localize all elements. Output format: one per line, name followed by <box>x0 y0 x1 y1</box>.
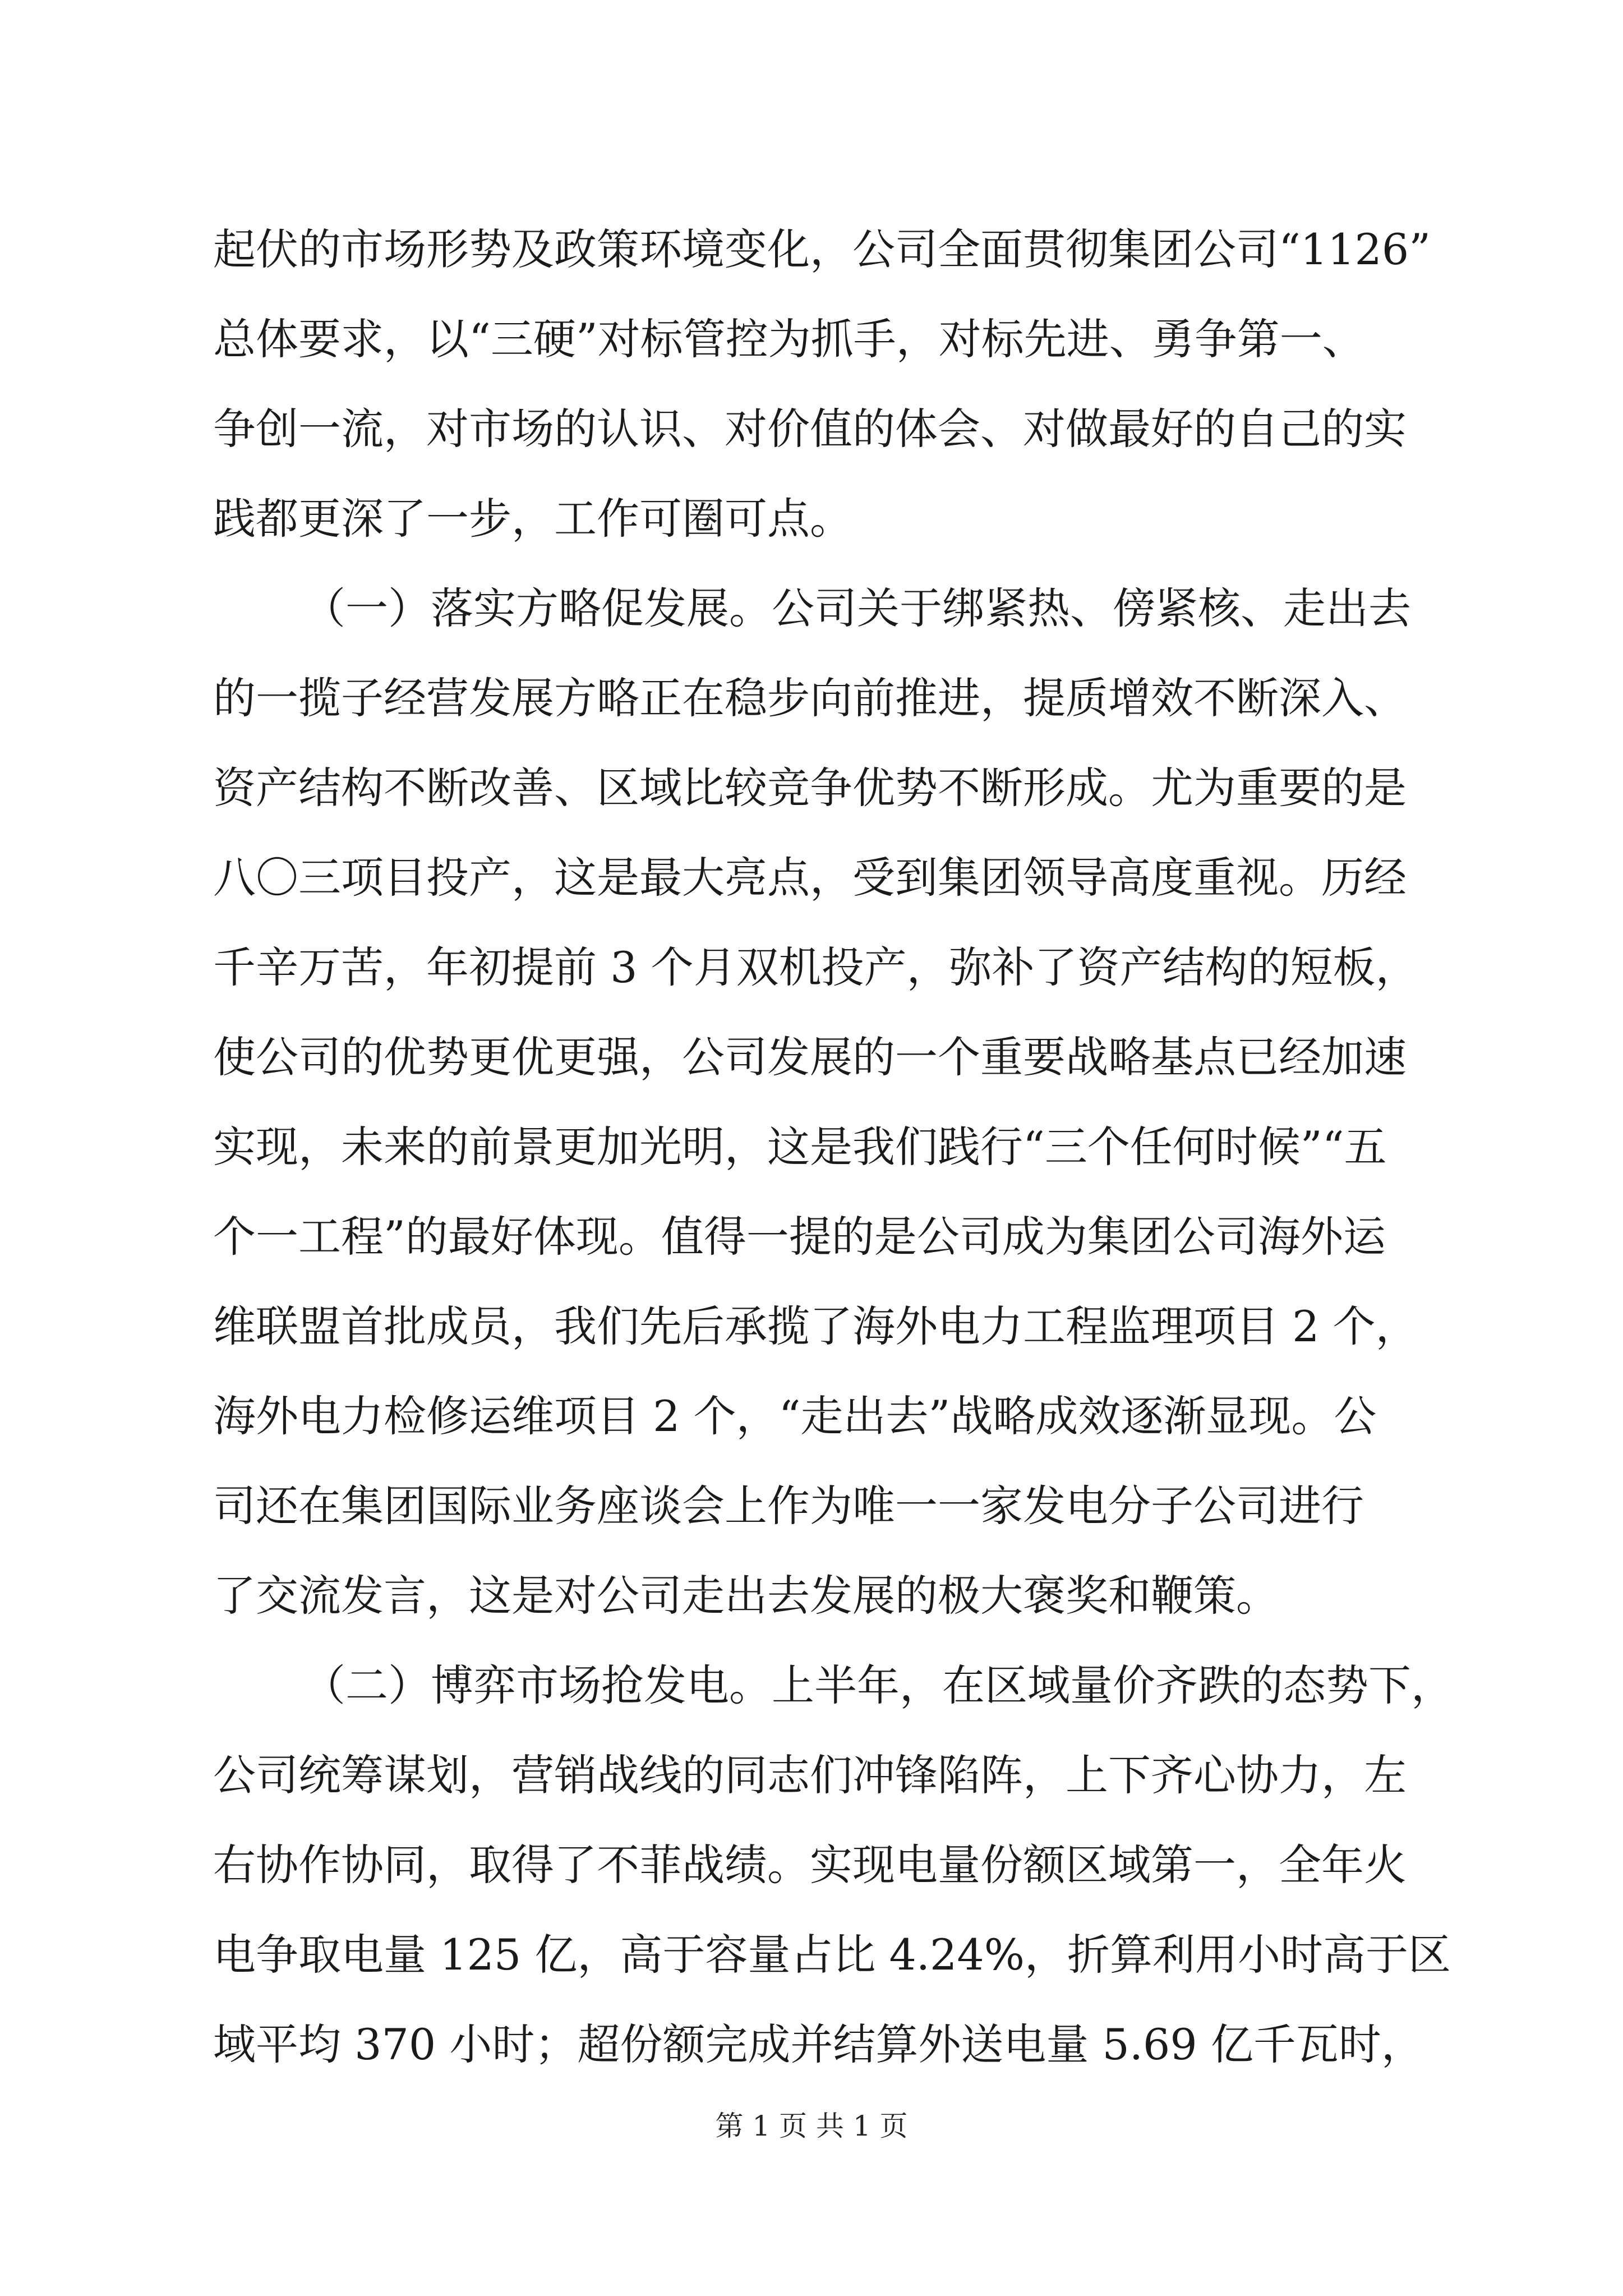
text-line: 使公司的优势更优更强，公司发展的一个重要战略基点已经加速 <box>213 1032 1407 1082</box>
text-line: 实现，未来的前景更加光明，这是我们践行“三个任何时候”“五 <box>213 1122 1387 1172</box>
text-line: 争创一流，对市场的认识、对价值的体会、对做最好的自己的实 <box>213 404 1407 454</box>
paragraph-first-line: （一）落实方略促发展。公司关于绑紧热、傍紧核、走出去 <box>303 583 1411 633</box>
text-line: 维联盟首批成员，我们先后承揽了海外电力工程监理项目 2 个， <box>213 1301 1418 1351</box>
text-line: 了交流发言，这是对公司走出去发展的极大褒奖和鞭策。 <box>213 1571 1279 1621</box>
text-line: 资产结构不断改善、区域比较竞争优势不断形成。尤为重要的是 <box>213 763 1407 813</box>
text-line: 司还在集团国际业务座谈会上作为唯一一家发电分子公司进行 <box>213 1481 1364 1531</box>
text-line: 公司统筹谋划，营销战线的同志们冲锋陷阵，上下齐心协力，左 <box>213 1750 1407 1800</box>
text-line: 域平均 370 小时；超份额完成并结算外送电量 5.69 亿千瓦时， <box>213 2019 1424 2069</box>
paragraph-first-line: （二）博弈市场抢发电。上半年，在区域量价齐跌的态势下， <box>303 1660 1454 1710</box>
text-line: 践都更深了一步，工作可圈可点。 <box>213 494 852 544</box>
text-line: 电争取电量 125 亿，高于容量占比 4.24%，折算利用小时高于区 <box>213 1930 1451 1980</box>
text-line: 右协作协同，取得了不菲战绩。实现电量份额区域第一，全年火 <box>213 1840 1407 1890</box>
text-line: 海外电力检修运维项目 2 个，“走出去”战略成效逐渐显现。公 <box>213 1391 1377 1441</box>
text-line: 的一揽子经营发展方略正在稳步向前推进，提质增效不断深入、 <box>213 673 1407 723</box>
text-line: 总体要求，以“三硬”对标管控为抓手，对标先进、勇争第一、 <box>213 314 1365 364</box>
text-line: 个一工程”的最好体现。值得一提的是公司成为集团公司海外运 <box>213 1212 1386 1262</box>
page-footer: 第 1 页 共 1 页 <box>715 2110 908 2142</box>
text-line: 八〇三项目投产，这是最大亮点，受到集团领导高度重视。历经 <box>213 853 1407 903</box>
text-line: 千辛万苦，年初提前 3 个月双机投产，弥补了资产结构的短板， <box>213 942 1418 992</box>
text-line: 起伏的市场形势及政策环境变化，公司全面贯彻集团公司“1126” <box>213 224 1431 274</box>
